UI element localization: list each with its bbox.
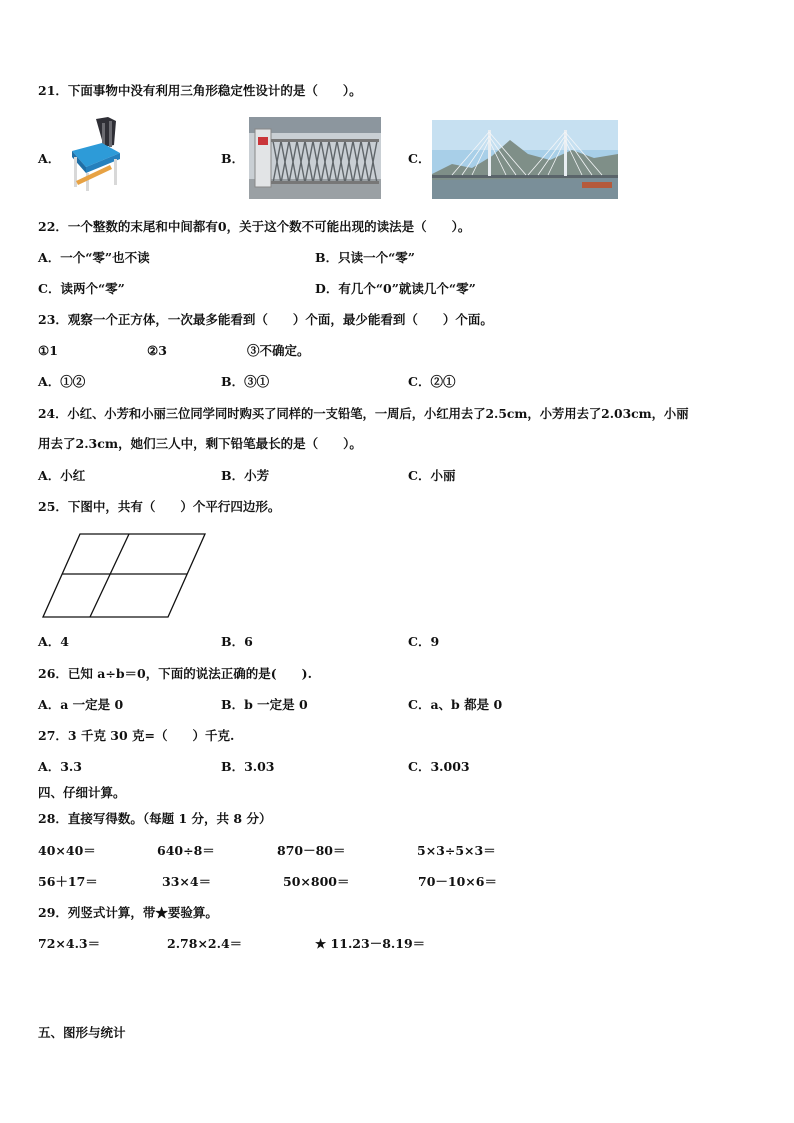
q28-stem: 28．直接写得数。（每题 1 分，共 8 分） [38,811,272,826]
q24-option-a: A．小红 [38,468,86,483]
q29-stem: 29．列竖式计算，带★要验算。 [38,905,218,920]
q26-option-c: C．a、b 都是 0 [408,697,503,712]
q27-option-c: C．3.003 [408,759,470,774]
q26-option-a: A．a 一定是 0 [38,697,124,712]
q28-item: 870－80＝ [277,843,346,858]
q26-stem: 26．已知 a÷b＝0，下面的说法正确的是( ). [38,666,312,681]
q26-option-b: B．b 一定是 0 [221,697,308,712]
q21-option-c-label: C． [408,151,431,166]
q22-option-b: B．只读一个“零” [315,250,415,265]
q24-option-b: B．小芳 [221,468,270,483]
q27-option-b: B．3.03 [221,759,275,774]
q25-stem: 25．下图中，共有（ ）个平行四边形。 [38,499,281,514]
section-5-heading: 五、图形与统计 [38,1025,126,1040]
q21-stem: 21．下面事物中没有利用三角形稳定性设计的是（ ）。 [38,83,362,98]
chair-image [64,117,128,193]
q28-item: 33×4＝ [162,874,212,889]
q22-option-c: C．读两个“零” [38,281,125,296]
q21-option-a-label: A． [38,151,61,166]
q28-item: 40×40＝ [38,843,96,858]
q23-choice-2: ②3 [147,343,167,358]
q25-option-b: B．6 [221,634,253,649]
retractable-gate-image [249,117,381,199]
q28-item: 50×800＝ [283,874,350,889]
cable-stayed-bridge-image [432,120,618,199]
q28-item: 5×3÷5×3＝ [417,843,496,858]
q23-choice-3: ③不确定。 [247,343,310,358]
q23-option-c: C．②① [408,374,456,389]
q25-option-a: A．4 [38,634,69,649]
parallelogram-figure [40,532,210,620]
q28-item: 56＋17＝ [38,874,98,889]
q23-option-a: A．①② [38,374,86,389]
q27-stem: 27．3 千克 30 克=（ ）千克. [38,728,235,743]
q29-item: 2.78×2.4＝ [167,936,243,951]
q23-stem: 23．观察一个正方体，一次最多能看到（ ）个面，最少能看到（ ）个面。 [38,312,493,327]
q24-option-c: C．小丽 [408,468,456,483]
q24-stem-line1: 24．小红、小芳和小丽三位同学同时购买了同样的一支铅笔，一周后，小红用去了2.5cm，小芳用去了2.03cm，小丽 [38,406,689,421]
section-4-heading: 四、仔细计算。 [38,785,126,800]
q25-option-c: C．9 [408,634,440,649]
q29-item-with-verification: ★ 11.23－8.19＝ [315,936,426,951]
q23-option-b: B．③① [221,374,270,389]
q24-stem-line2: 用去了2.3cm，她们三人中，剩下铅笔最长的是（ ）。 [38,436,362,451]
q21-option-b-label: B． [221,151,245,166]
q23-choice-1: ①1 [38,343,58,358]
q22-option-a: A．一个“零”也不读 [38,250,150,265]
q28-item: 70－10×6＝ [418,874,497,889]
q22-stem: 22．一个整数的末尾和中间都有0，关于这个数不可能出现的读法是（ ）。 [38,219,471,234]
q29-item: 72×4.3＝ [38,936,101,951]
q27-option-a: A．3.3 [38,759,82,774]
q28-item: 640÷8＝ [157,843,215,858]
q22-option-d: D．有几个“0”就读几个“零” [315,281,476,296]
